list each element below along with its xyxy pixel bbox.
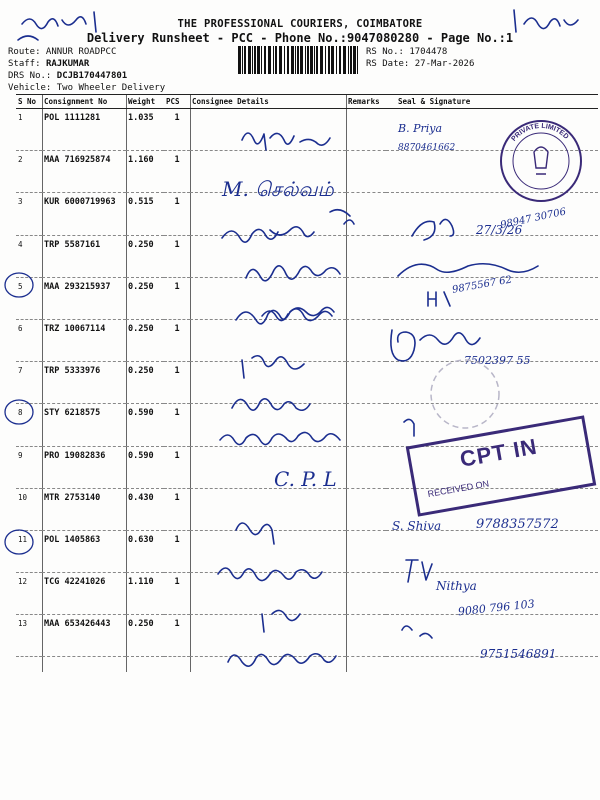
- rs-number: RS No.: 1704478: [366, 47, 448, 57]
- consignment-number: TCG 42241026: [42, 573, 126, 615]
- pieces-count: 1: [164, 446, 190, 488]
- signer-name-row-12: Nithya: [436, 579, 477, 593]
- pieces-count: 1: [164, 277, 190, 319]
- serial-number: 11: [16, 530, 42, 572]
- weight-value: 0.250: [126, 319, 164, 361]
- weight-value: 0.590: [126, 446, 164, 488]
- vehicle-text: Vehicle: Two Wheeler Delivery: [8, 83, 166, 93]
- signature-row-4: [246, 266, 340, 281]
- signature-row-3: [222, 227, 314, 242]
- serial-number: 4: [16, 235, 42, 277]
- phone-row-3: 98947 30706: [499, 206, 568, 232]
- pieces-count: 1: [164, 151, 190, 193]
- remarks-scribble-row-4: [398, 264, 538, 276]
- weight-value: 0.590: [126, 404, 164, 446]
- pieces-count: 1: [164, 362, 190, 404]
- serial-number: 5: [16, 277, 42, 319]
- stamp-cpt-in: CPT IN: [458, 433, 540, 472]
- staff-label: Staff:: [8, 59, 46, 69]
- serial-number: 7: [16, 362, 42, 404]
- weight-value: 0.250: [126, 235, 164, 277]
- phone-row-5: 9875567 62: [451, 274, 513, 296]
- signature-row-5: [236, 309, 332, 324]
- consignment-number: MAA 716925874: [42, 151, 126, 193]
- pieces-count: 1: [164, 193, 190, 235]
- weight-value: 1.035: [126, 109, 164, 151]
- phone-row-6: 7502397 55: [464, 354, 531, 367]
- drs-label: DRS No.:: [8, 71, 57, 81]
- weight-value: 0.250: [126, 362, 164, 404]
- consignment-number: POL 1405863: [42, 530, 126, 572]
- date-row-3: 27/3/26: [476, 223, 523, 237]
- consignment-number: PRO 19082836: [42, 446, 126, 488]
- initials-row-12: [406, 560, 432, 582]
- signature-row-1: [242, 133, 330, 150]
- weight-value: 1.160: [126, 151, 164, 193]
- phone-row-1: 8870461662: [398, 143, 456, 153]
- serial-number: 1: [16, 109, 42, 151]
- remarks-scribble-row-3: [412, 219, 454, 240]
- serial-number: 2: [16, 151, 42, 193]
- drs-value: DCJB170447801: [56, 71, 128, 81]
- weight-value: 0.515: [126, 193, 164, 235]
- signature-row-13: [262, 610, 300, 632]
- consignment-number: STY 6218575: [42, 404, 126, 446]
- signature-row-13-lower: [228, 654, 336, 666]
- consignment-number: TRP 5333976: [42, 362, 126, 404]
- pieces-count: 1: [164, 319, 190, 361]
- consignment-number: MTR 2753140: [42, 488, 126, 530]
- company-seal: [496, 116, 586, 206]
- seal-text: PRIVATE LIMITED: [510, 122, 570, 143]
- pieces-count: 1: [164, 235, 190, 277]
- route-text: Route: ANNUR ROADPCC: [8, 47, 117, 57]
- pieces-count: 1: [164, 573, 190, 615]
- col-header-remarks: Remarks: [346, 95, 386, 109]
- consignment-number: MAA 293215937: [42, 277, 126, 319]
- pieces-count: 1: [164, 615, 190, 657]
- consignment-number: KUR 6000719963: [42, 193, 126, 235]
- weight-value: 0.630: [126, 530, 164, 572]
- scribble-row-8-remarks: [404, 419, 414, 436]
- pieces-count: 1: [164, 488, 190, 530]
- rs-date: RS Date: 27-Mar-2026: [366, 59, 475, 69]
- weight-value: 0.250: [126, 615, 164, 657]
- serial-number: 10: [16, 488, 42, 530]
- serial-number: 9: [16, 446, 42, 488]
- staff-value: RAJKUMAR: [45, 59, 90, 69]
- initials-row-5: [428, 292, 450, 306]
- col-header-consignment: Consignment No: [42, 95, 126, 109]
- weight-value: 0.430: [126, 488, 164, 530]
- col-header-signature: Seal & Signature: [386, 95, 598, 109]
- scribble-row-3-remarks: [330, 210, 354, 224]
- weight-value: 1.110: [126, 573, 164, 615]
- faint-seal: [420, 354, 510, 434]
- signature-row-9: [220, 432, 340, 444]
- signature-row-8: [232, 399, 310, 410]
- serial-number: 13: [16, 615, 42, 657]
- signature-row-12: [218, 568, 322, 581]
- phone-row-11: 9788357572: [476, 517, 559, 532]
- col-header-sno: S No: [16, 95, 42, 109]
- consignment-number: TRP 5587161: [42, 235, 126, 277]
- initials-row-9: C. P. L: [274, 467, 337, 491]
- serial-number: 12: [16, 573, 42, 615]
- consignment-number: TRZ 10067114: [42, 319, 126, 361]
- scribble-row-13-remarks: [402, 626, 432, 638]
- pieces-count: 1: [164, 530, 190, 572]
- serial-number: 6: [16, 319, 42, 361]
- page-title: Delivery Runsheet - PCC - Phone No.:9047080280 - Page No.:1: [86, 31, 514, 45]
- pieces-count: 1: [164, 109, 190, 151]
- col-header-consignee: Consignee Details: [190, 95, 346, 109]
- company-name: THE PROFESSIONAL COURIERS, COIMBATORE: [177, 18, 423, 30]
- serial-number: 8: [16, 404, 42, 446]
- pieces-count: 1: [164, 404, 190, 446]
- signer-name-row-11: S. Shiva: [392, 519, 442, 533]
- stamp-received-on: RECEIVED ON: [426, 478, 490, 500]
- weight-value: 0.250: [126, 277, 164, 319]
- col-header-weight: Weight: [126, 95, 164, 109]
- col-header-pcs: PCS: [164, 95, 190, 109]
- signature-row-7: [242, 356, 304, 378]
- phone-row-12: 9080 796 103: [457, 597, 536, 619]
- serial-circles: [0, 0, 40, 800]
- phone-row-13: 9751546891: [480, 647, 557, 661]
- consignee-name-row-2: M. செல்வம்: [222, 177, 334, 201]
- signature-row-11: [236, 523, 274, 544]
- consignment-number: POL 1111281: [42, 109, 126, 151]
- consignment-number: MAA 653426443: [42, 615, 126, 657]
- signer-name-row-1: B. Priya: [398, 122, 443, 135]
- serial-number: 3: [16, 193, 42, 235]
